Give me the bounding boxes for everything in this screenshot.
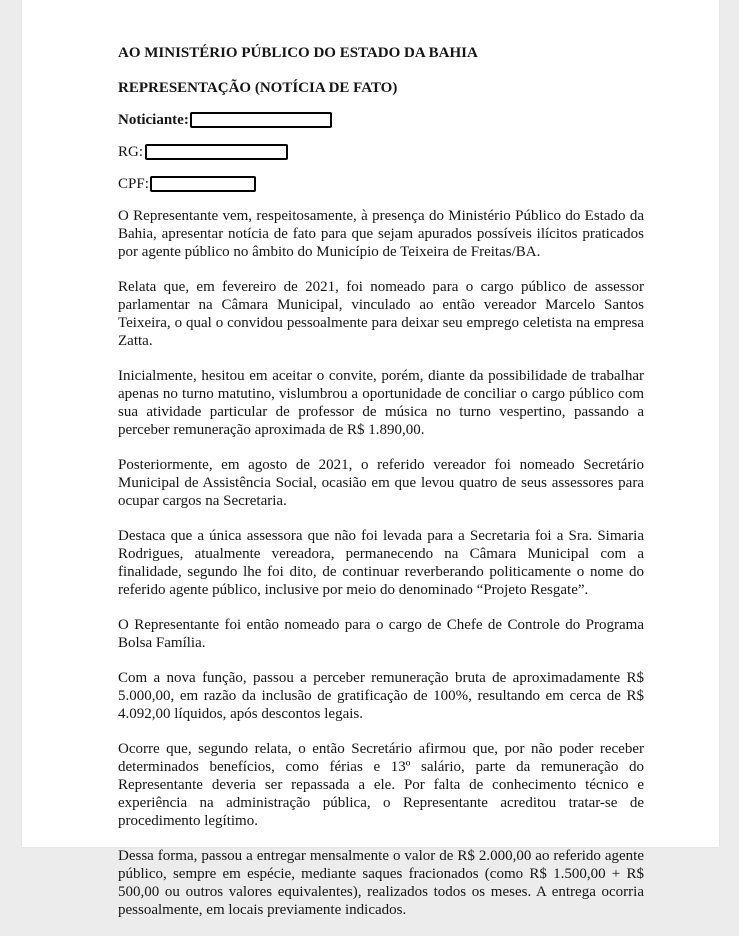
cpf-label: CPF: bbox=[118, 176, 149, 192]
paragraph: Com a nova função, passou a perceber remuneração bruta de aproximadamente R$ 5.000,00, em razão da inclusão de gratificação de 100%, resultando em cerca de R$ 4.092,00 líquidos, após descontos legais. bbox=[118, 670, 644, 722]
rg-label: RG: bbox=[118, 144, 144, 160]
cpf-field bbox=[118, 175, 644, 193]
redaction-box bbox=[150, 176, 256, 192]
rg-field bbox=[118, 143, 644, 161]
paragraph: Ocorre que, segundo relata, o então Secretário afirmou que, por não poder receber determinados benefícios, como férias e 13º salário, parte da remuneração do Representante deveria ser repassada a ele. Por falta de conhecimento técnico e experiência na administração pública, o Representante acreditou tratar-se de procedimento legítimo. bbox=[118, 741, 644, 829]
addressee-heading: AO MINISTÉRIO PÚBLICO DO ESTADO DA BAHIA bbox=[118, 45, 478, 61]
paragraph: Posteriormente, em agosto de 2021, o referido vereador foi nomeado Secretário Municipal de Assistência Social, ocasião em que levou quatro de seus assessores para ocupar cargos na Secretaria. bbox=[118, 457, 644, 509]
document-body bbox=[118, 44, 644, 936]
paragraph: O Representante vem, respeitosamente, à presença do Ministério Público do Estado da Bahia, apresentar notícia de fato para que sejam apurados possíveis ilícitos praticados por agente público no âmbito do Município de Teixeira de Freitas/BA. bbox=[118, 208, 644, 260]
paragraph: Relata que, em fevereiro de 2021, foi nomeado para o cargo público de assessor parlamentar na Câmara Municipal, vinculado ao então vereador Marcelo Santos Teixeira, o qual o convidou pessoalmente para deixar seu emprego celetista na empresa Zatta. bbox=[118, 279, 644, 349]
document-page bbox=[22, 0, 719, 918]
redaction-box bbox=[145, 144, 288, 160]
paragraph: Inicialmente, hesitou em aceitar o convite, porém, diante da possibilidade de trabalhar apenas no turno matutino, vislumbrou a oportunidade de conciliar o cargo público com sua atividade particular de professor de música no turno vespertino, passando a perceber remuneração aproximada de R$ 1.890,00. bbox=[118, 368, 644, 438]
document-title: REPRESENTAÇÃO (NOTÍCIA DE FATO) bbox=[118, 80, 398, 96]
noticiante-label: Noticiante: bbox=[118, 112, 189, 128]
paragraph: O Representante foi então nomeado para o cargo de Chefe de Controle do Programa Bolsa Família. bbox=[118, 617, 644, 651]
paragraph: Dessa forma, passou a entregar mensalmente o valor de R$ 2.000,00 ao referido agente público, sempre em espécie, mediante saques fracionados (como R$ 1.500,00 + R$ 500,00 ou outros valores equivalentes), realizados todos os meses. A entrega ocorria pessoalmente, em locais previamente indicados. bbox=[118, 848, 644, 918]
noticiante-field bbox=[118, 111, 644, 129]
redaction-box bbox=[190, 112, 332, 128]
paragraph: Destaca que a única assessora que não foi levada para a Secretaria foi a Sra. Simaria Rodrigues, atualmente vereadora, permanecendo na Câmara Municipal com a finalidade, segundo lhe foi dito, de continuar reverberando politicamente o nome do referido agente público, inclusive por meio do denominado “Projeto Resgate”. bbox=[118, 528, 644, 598]
